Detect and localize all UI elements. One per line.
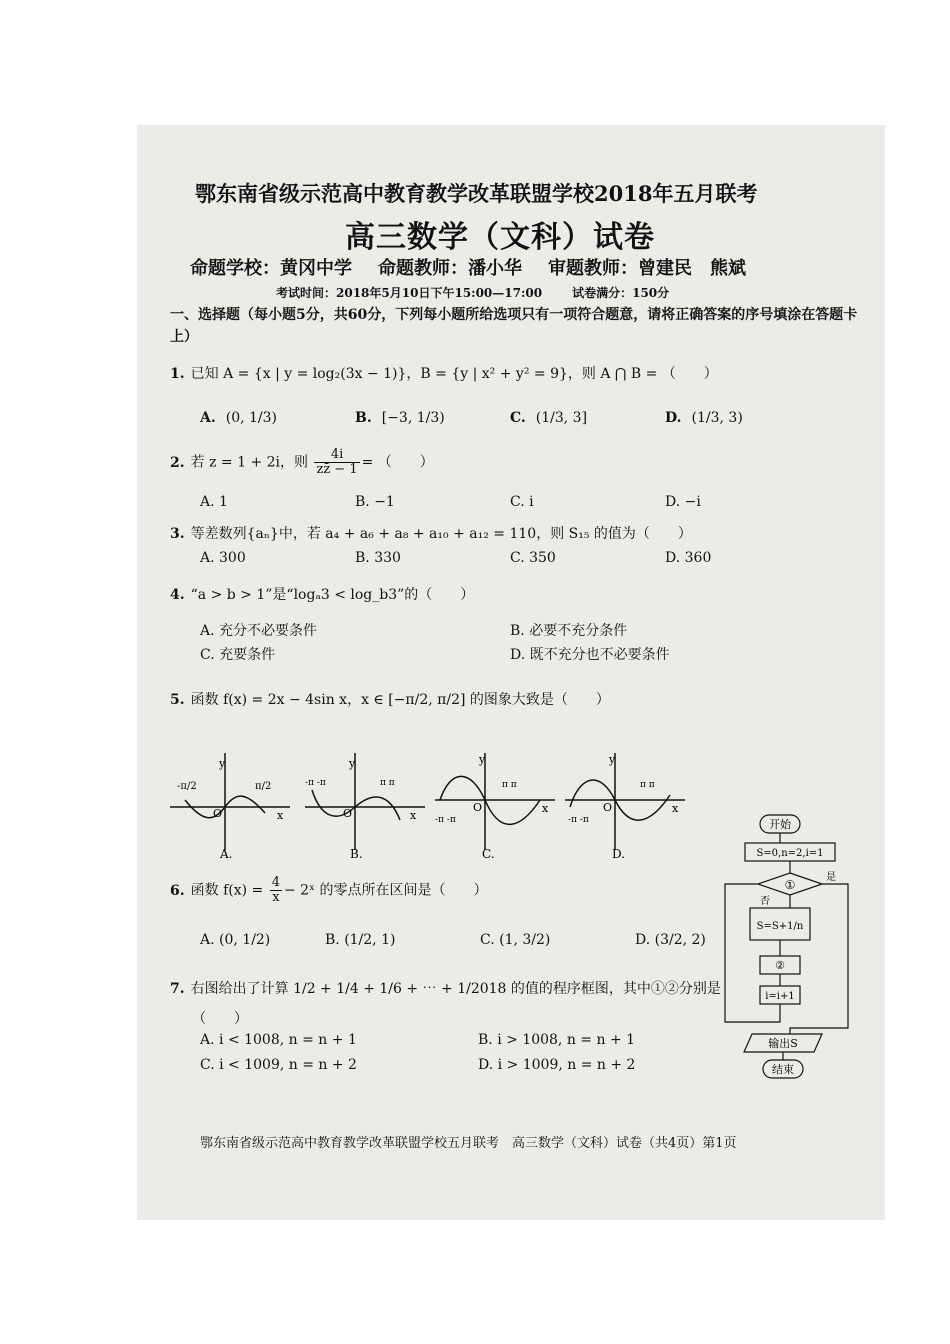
- q3-option-c: C. 350: [510, 550, 556, 566]
- q6-option-d: D. (3/2, 2): [635, 932, 706, 948]
- q6-option-c: C. (1, 3/2): [480, 932, 551, 948]
- option-value: (0, 1/3): [225, 410, 278, 426]
- q2-option-b: B. −1: [355, 494, 395, 510]
- q7-option-d: D. i > 1009, n = n + 2: [478, 1057, 636, 1073]
- graph-b-label: B.: [350, 847, 363, 861]
- svg-text:x: x: [277, 809, 284, 822]
- flow-start-label: 开始: [769, 818, 791, 831]
- question-3: [170, 523, 692, 543]
- question-text: 若 z = 1 + 2i，则: [190, 454, 309, 471]
- q2-option-d: D. −i: [665, 494, 701, 510]
- flow-no-label: 否: [760, 896, 770, 907]
- question-text: “a > b > 1”是“logₐ3 < log_b3”的（ ）: [190, 587, 475, 603]
- program-flowchart: [720, 810, 860, 1085]
- fraction: $\frac{4}{x}$: [271, 875, 280, 905]
- page-footer: 鄂东南省级示范高中教育教学改革联盟学校五月联考 高三数学（文科）试卷（共4页）第1页: [200, 1136, 737, 1151]
- question-6: [170, 876, 487, 905]
- svg-text:O: O: [603, 801, 613, 814]
- svg-text:O: O: [473, 801, 483, 814]
- flow-condition-label: ①: [784, 878, 796, 892]
- flow-init-label: S=0,n=2,i=1: [756, 848, 824, 859]
- q7-option-a: A. i < 1008, n = n + 1: [200, 1032, 357, 1048]
- exam-meta: [276, 284, 699, 301]
- svg-text:x: x: [410, 809, 417, 822]
- q1-option-c: C. (1/3, 3]: [510, 410, 588, 426]
- question-number: 7.: [170, 981, 185, 997]
- question-text-end: = （ ）: [361, 454, 434, 471]
- exam-score: 试卷满分：150分: [572, 286, 670, 300]
- question-text: 函数 f(x) =: [190, 882, 264, 899]
- question-number: 5.: [170, 692, 185, 708]
- author-teacher: 命题教师：潘小华: [378, 258, 522, 279]
- graph-c-label: C.: [482, 847, 495, 861]
- question-2: [170, 448, 434, 477]
- q7-option-c: C. i < 1009, n = n + 2: [200, 1057, 357, 1073]
- question-7-paren: （ ）: [192, 1011, 248, 1027]
- q4-option-b: B. 必要不充分条件: [510, 623, 628, 639]
- question-text: 已知 A = {x | y = log₂(3x − 1)}，B = {y | x² + y² = 9}，则 A ⋂ B = （ ）: [190, 366, 718, 382]
- author-reviewer: 审题教师：曾建民 熊斌: [548, 258, 746, 279]
- q3-option-a: A. 300: [200, 550, 246, 566]
- question-number: 4.: [170, 587, 185, 603]
- option-value: (1/3, 3): [691, 410, 743, 426]
- exam-header-title: 鄂东南省级示范高中教育教学改革联盟学校2018年五月联考: [195, 181, 758, 206]
- flow-step-increment-label: i=i+1: [765, 991, 795, 1002]
- svg-text:-π -π: -π -π: [435, 815, 456, 825]
- graph-c: [435, 753, 555, 861]
- question-7: [170, 978, 721, 998]
- svg-text:x: x: [672, 802, 679, 815]
- svg-text:x: x: [542, 802, 549, 815]
- graph-d-label: D.: [612, 847, 626, 861]
- q4-option-c: C. 充要条件: [200, 647, 276, 663]
- question-text: 右图给出了计算 1/2 + 1/4 + 1/6 + ⋯ + 1/2018 的值的程序框图，其中①②分别是: [190, 981, 721, 997]
- svg-text:-π -π: -π -π: [305, 778, 326, 788]
- q5-graph-options: [165, 745, 685, 865]
- svg-text:y: y: [349, 757, 356, 770]
- exam-time: 考试时间：2018年5月10日下午15:00—17:00: [276, 286, 543, 300]
- question-5: [170, 689, 610, 709]
- svg-text:-π/2: -π/2: [177, 781, 197, 792]
- flow-step-sum-label: S=S+1/n: [756, 921, 804, 932]
- svg-text:O: O: [343, 807, 353, 820]
- q1-option-d: D. (1/3, 3): [665, 410, 743, 426]
- svg-text:O: O: [213, 807, 223, 820]
- q1-option-b: B. [−3, 1/3): [355, 410, 445, 426]
- question-1: [170, 363, 718, 383]
- q4-option-d: D. 既不充分也不必要条件: [510, 647, 670, 663]
- graph-b: [305, 753, 425, 861]
- flow-output-label: 输出S: [768, 1037, 798, 1050]
- q3-option-b: B. 330: [355, 550, 401, 566]
- exam-authors: [190, 254, 772, 280]
- graph-a-label: A.: [220, 847, 233, 861]
- question-number: 3.: [170, 526, 185, 542]
- svg-text:y: y: [609, 753, 616, 766]
- svg-text:-π -π: -π -π: [568, 815, 589, 825]
- flow-yes-label: 是: [826, 872, 836, 883]
- exam-subtitle: 高三数学（文科）试卷: [345, 220, 655, 255]
- q7-option-b: B. i > 1008, n = n + 1: [478, 1032, 636, 1048]
- q3-option-d: D. 360: [665, 550, 712, 566]
- graph-d: [565, 753, 685, 861]
- flow-exit-arrow: [790, 884, 848, 1034]
- question-number: 6.: [170, 882, 185, 899]
- svg-text:π π: π π: [380, 778, 395, 788]
- question-4: [170, 584, 474, 604]
- q2-option-a: A. 1: [200, 494, 228, 510]
- author-school: 命题学校：黄冈中学: [190, 258, 352, 279]
- question-text: 函数 f(x) = 2x − 4sin x，x ∈ [−π/2, π/2] 的图象大致是（ ）: [190, 692, 610, 708]
- section-heading: 一、选择题（每小题5分，共60分，下列每小题所给选项只有一项符合题意，请将正确答案的序号填涂在答题卡上）: [170, 307, 858, 345]
- flow-step-2-label: ②: [775, 959, 785, 972]
- svg-text:π π: π π: [502, 780, 517, 790]
- flow-end-label: 结束: [772, 1063, 794, 1076]
- question-text: 等差数列{aₙ}中，若 a₄ + a₆ + a₈ + a₁₀ + a₁₂ = 110，则 S₁₅ 的值为（ ）: [190, 526, 692, 542]
- option-value: [−3, 1/3): [381, 410, 445, 426]
- q6-option-a: A. (0, 1/2): [200, 932, 271, 948]
- q6-option-b: B. (1/2, 1): [325, 932, 396, 948]
- question-number: 1.: [170, 366, 185, 382]
- q4-option-a: A. 充分不必要条件: [200, 623, 318, 639]
- svg-text:π/2: π/2: [255, 781, 272, 792]
- svg-text:y: y: [479, 753, 486, 766]
- q1-option-a: A. (0, 1/3): [200, 410, 278, 426]
- question-number: 2.: [170, 454, 185, 471]
- svg-text:π π: π π: [640, 780, 655, 790]
- fraction: $\frac{4i}{zz̄ - 1}$: [316, 447, 358, 477]
- option-value: (1/3, 3]: [535, 410, 588, 426]
- question-text-end: − 2ˣ 的零点所在区间是（ ）: [284, 882, 488, 899]
- graph-a: [170, 753, 290, 861]
- svg-text:y: y: [219, 757, 226, 770]
- q2-option-c: C. i: [510, 494, 534, 510]
